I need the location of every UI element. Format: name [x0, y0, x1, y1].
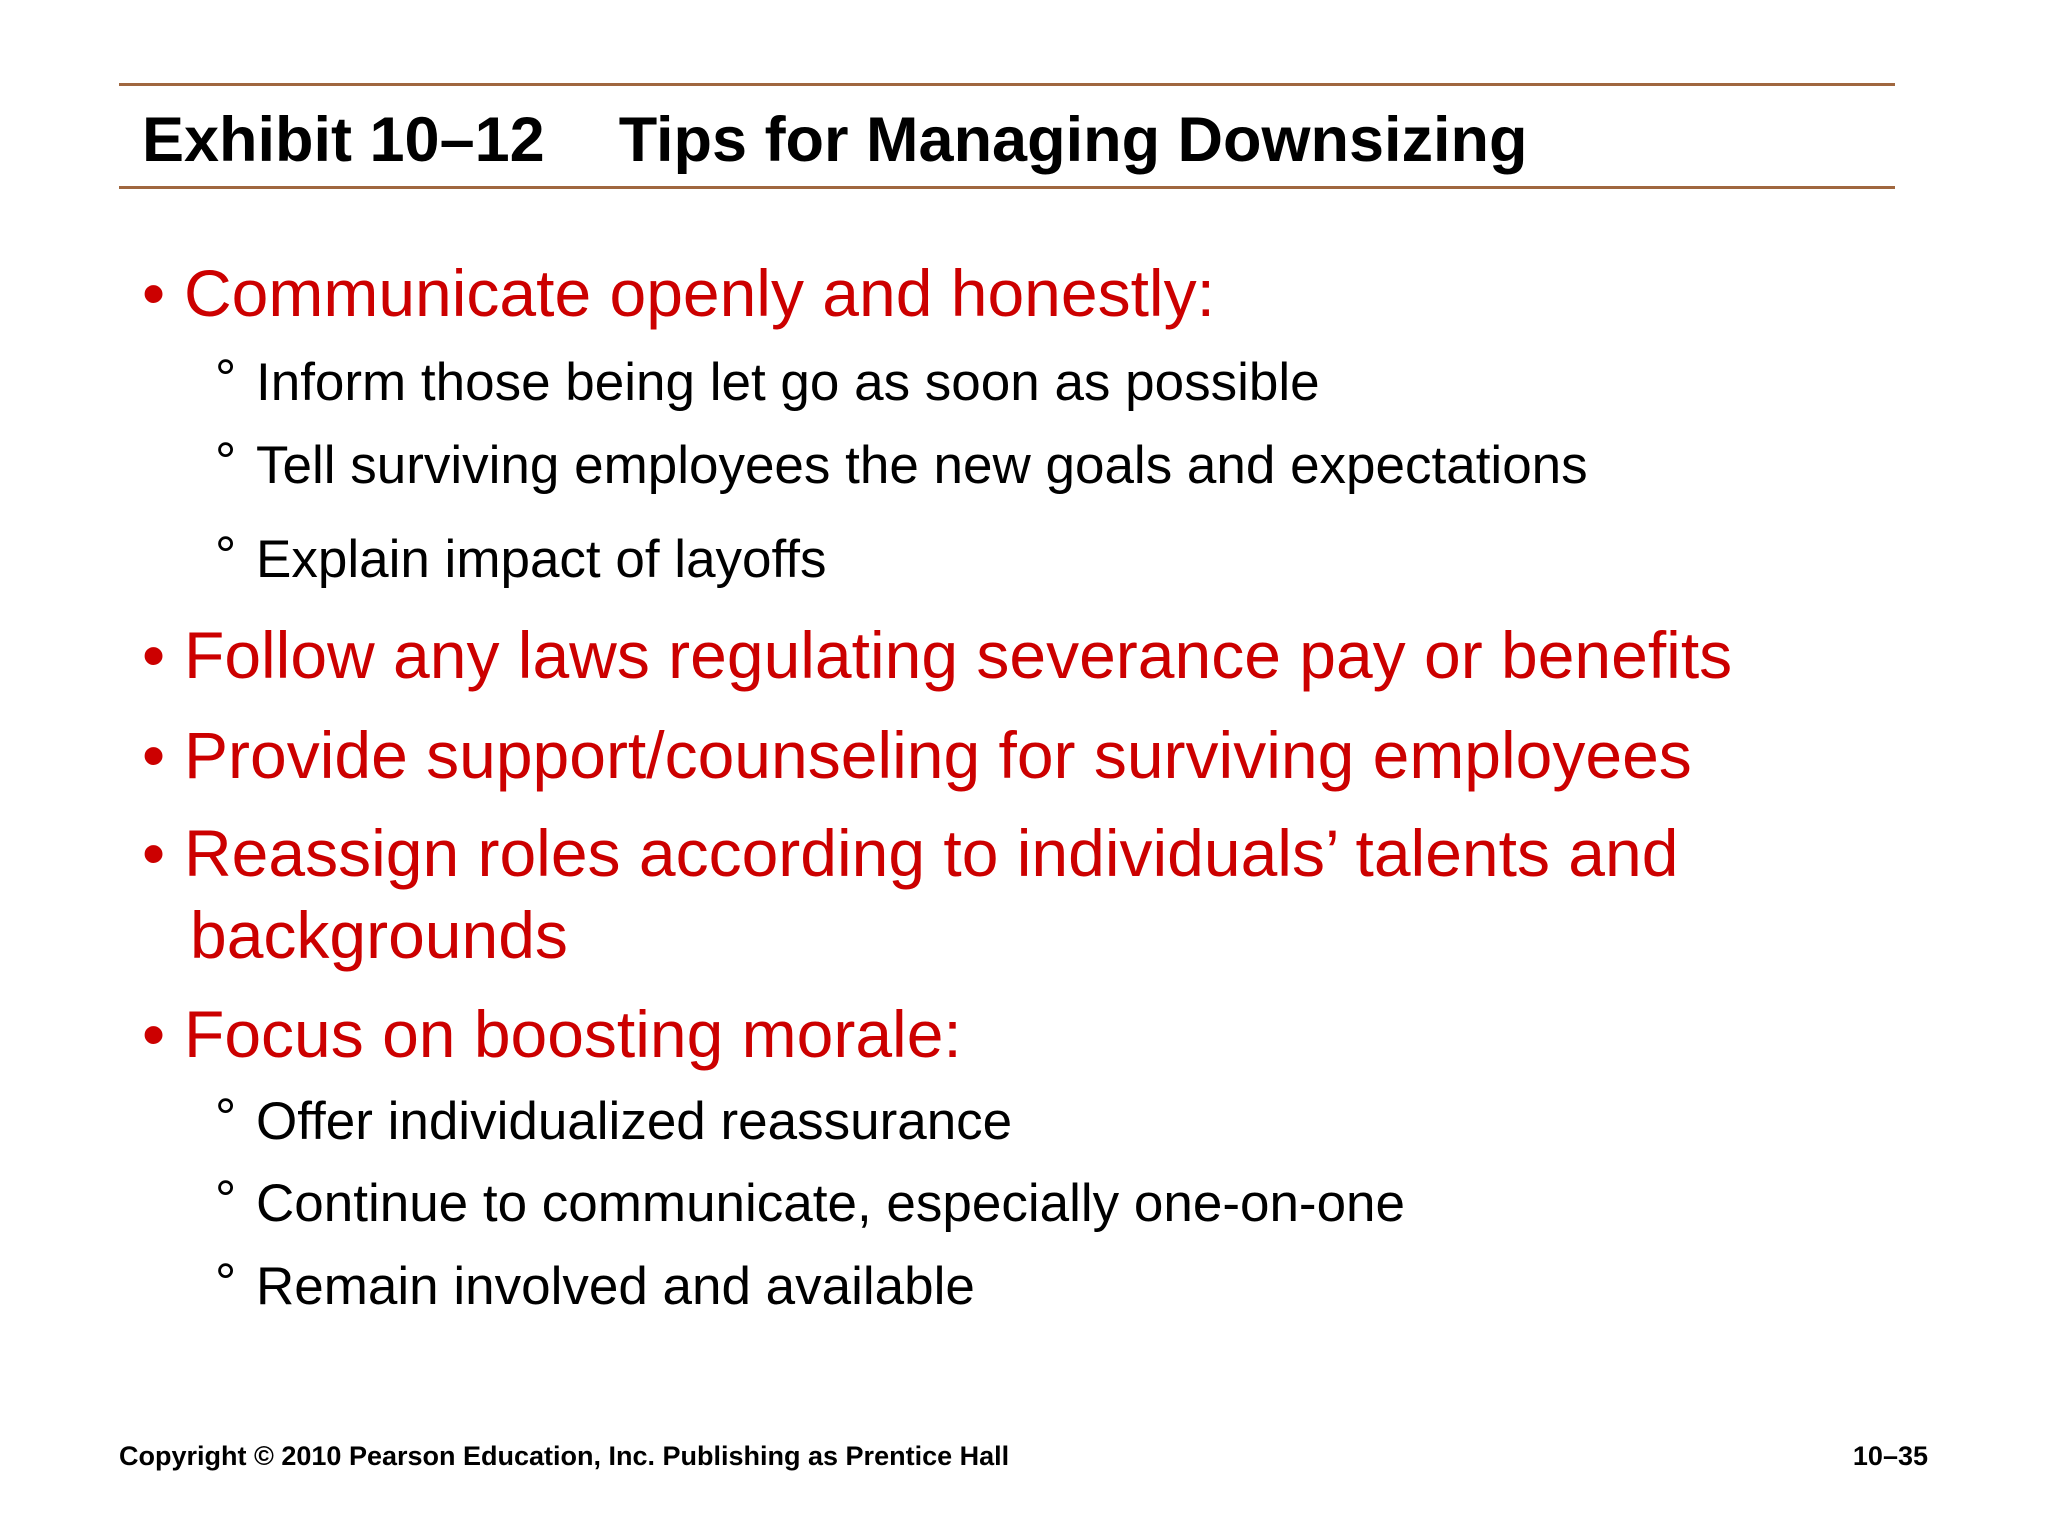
sub-bullet-item: [215, 348, 1320, 418]
sub-bullet-text: Explain impact of layoffs: [256, 530, 827, 589]
sub-bullet-marker: °: [215, 526, 237, 585]
bullet-marker: •: [142, 618, 166, 692]
bullet-marker: •: [142, 718, 166, 792]
bullet-text: Provide support/counseling for surviving employees: [184, 718, 1692, 792]
sub-bullet-item: [215, 1087, 1012, 1157]
sub-bullet-item: [215, 525, 827, 595]
sub-bullet-marker: °: [215, 1253, 237, 1312]
bullet-text: Communicate openly and honestly:: [184, 256, 1215, 330]
sub-bullet-text: Inform those being let go as soon as possible: [256, 353, 1320, 412]
sub-bullet-marker: °: [215, 1170, 237, 1229]
bullet-marker: •: [142, 816, 166, 890]
bullet-item: [142, 714, 1692, 796]
sub-bullet-item: [215, 431, 1588, 501]
bullet-item: [142, 252, 1215, 334]
bullet-marker: •: [142, 256, 166, 330]
sub-bullet-item: [215, 1169, 1405, 1239]
bullet-item: [142, 812, 1678, 976]
sub-bullet-text: Tell surviving employees the new goals and expectations: [256, 436, 1588, 495]
bullet-text: Follow any laws regulating severance pay or benefits: [184, 618, 1733, 692]
sub-bullet-marker: °: [215, 349, 237, 408]
sub-bullet-text: Continue to communicate, especially one-on-one: [256, 1174, 1405, 1233]
page-number: 10–35: [1852, 1441, 1928, 1471]
sub-bullet-text: Offer individualized reassurance: [256, 1092, 1013, 1151]
sub-bullet-marker: °: [215, 432, 237, 491]
bullet-text: Reassign roles according to individuals’ talents and: [184, 816, 1679, 890]
bullet-continuation: backgrounds: [190, 898, 568, 972]
bullet-item: [142, 993, 962, 1075]
exhibit-label: Exhibit 10–12: [142, 105, 545, 175]
bullet-text: Focus on boosting morale:: [184, 997, 962, 1071]
copyright-notice: Copyright © 2010 Pearson Education, Inc. Publishing as Prentice Hall: [119, 1441, 1010, 1471]
sub-bullet-marker: °: [215, 1088, 237, 1147]
sub-bullet-text: Remain involved and available: [256, 1257, 975, 1316]
bullet-item: [142, 614, 1732, 696]
title-text: Tips for Managing Downsizing: [618, 105, 1528, 175]
bullet-marker: •: [142, 997, 166, 1071]
sub-bullet-item: [215, 1252, 975, 1322]
